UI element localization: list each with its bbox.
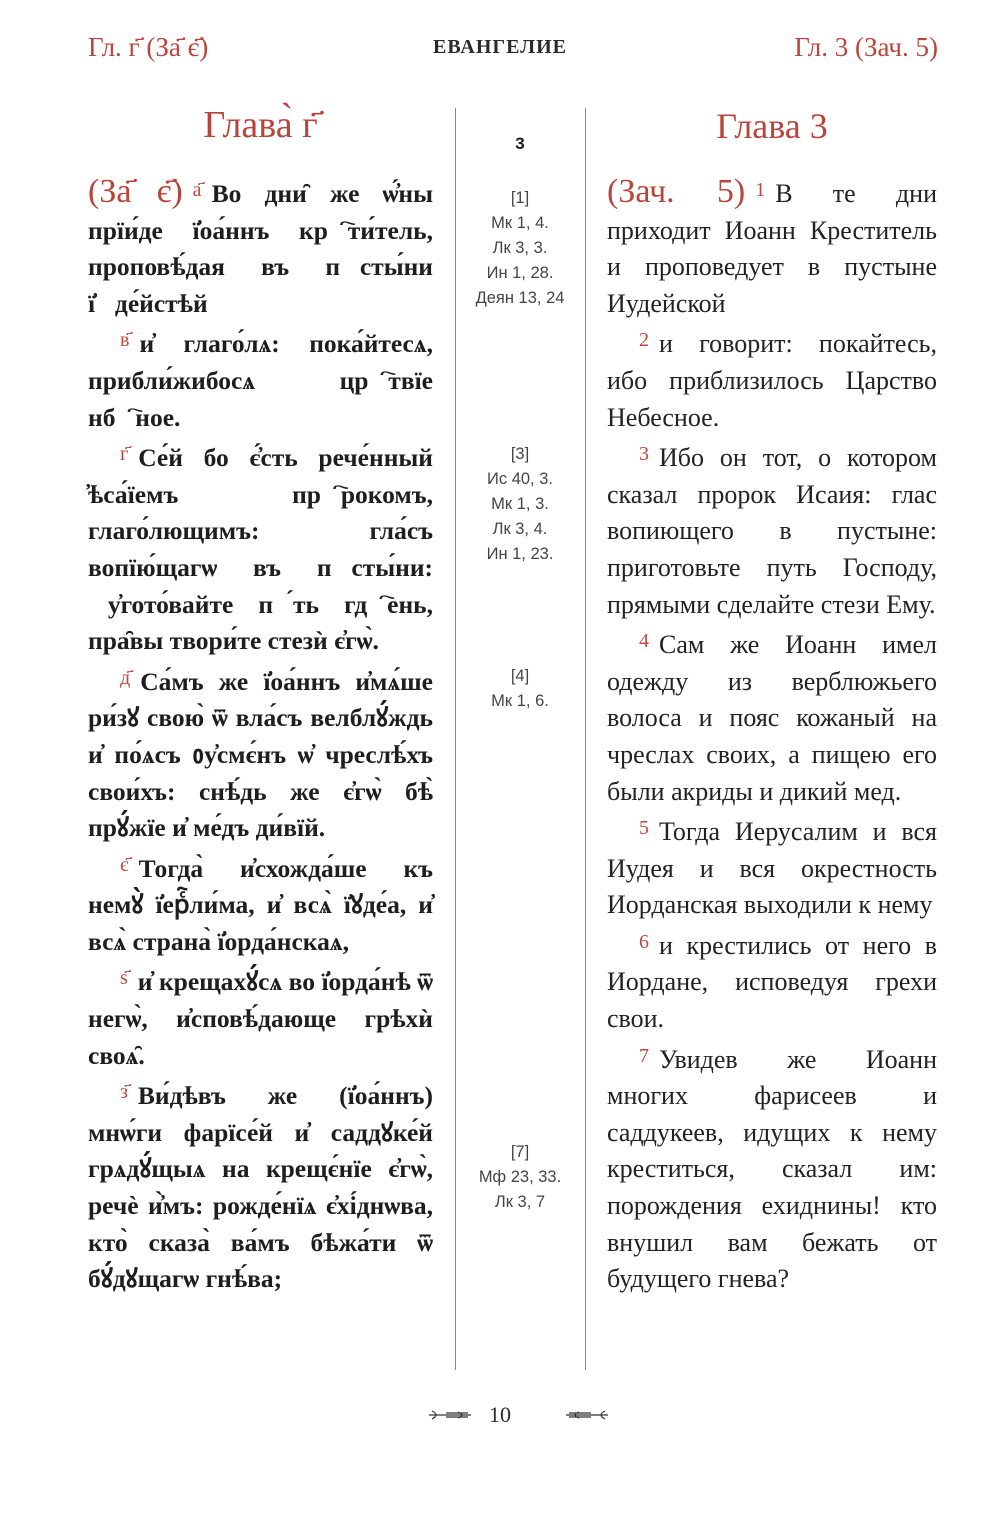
verse-text: Увидев же Иоанн многих фарисеев и саддукеев, идущих к нему креститься, сказал им: порождения ехиднины! кто внушил вам бежать от будущего гнева? [607,1044,937,1294]
verse-text: Ибо он тот, о котором сказал пророк Исаия: глас вопиющего в пустыне: приготовьте путь Господу, прямыми сделайте стези Ему. [607,443,937,619]
ru-verse-6 [607,924,937,1038]
verse-number: є҃ [120,853,129,876]
ref-line: Лк 3, 4. [492,520,548,538]
ref-line: Мк 1, 6. [491,692,549,710]
csl-text [88,172,433,1298]
verse-text: Се́й бо є҆́сть рече́нный ҆ѣса́їемъ прⷪ҇рокомъ, глаго́лющимъ: гла́съ вопїю́щагѡ въ пꙋсты́ни: ᲂу҆гото́вайте пꙋ́ть гдⷭ҇ень, пра̑вы твори́те стезѝ є҆гѡ̀. [88,443,433,656]
column-divider-right [585,108,586,1370]
verse-text: Тогда Иерусалим и вся Иудея и вся окрестность Иорданская выходили к нему [607,817,937,920]
verse-number: 2 [639,329,649,352]
verse-number: 6 [639,930,649,953]
csl-verse-2 [88,322,433,436]
verse-number: д҃ [120,666,131,689]
verse-text: и говорит: покайтесь, ибо приблизилось Царство Небесное. [607,329,937,432]
ru-verse-5 [607,810,937,924]
verse-number: з҃ [120,1081,128,1104]
ref-verse-marker: [4] [510,667,530,685]
csl-verse-6 [88,960,433,1074]
verse-text: Тогда̀ и҆схожда́ше къ немꙋ̀ ї҆ерⷭ҇ли́ма, и҆ всѧ̀ ї҆ꙋде́а, и҆ всѧ̀ страна̀ ї҆орда́нскаѧ, [88,853,433,956]
ru-zachalo-label: (Зач. 5) [607,173,746,210]
verse-number: г҃ [120,443,129,466]
ru-verse-4 [607,623,937,810]
verse-text: Сам же Иоанн имел одежду из верблюжьего волоса и пояс кожаный на чреслах своих, а пищею его были акриды и дикий мед. [607,630,937,806]
verse-text: и крестились от него в Иордане, исповедуя грехи свои. [607,930,937,1034]
running-header [0,30,1000,70]
ref-line: Лк 3, 7 [494,1193,546,1211]
verse-number: 5 [639,817,649,840]
csl-verse-7 [88,1074,433,1298]
ref-line: Ин 1, 23. [486,545,554,563]
verse-text: Са́мъ же ї҆оа́ннъ и҆мѧ́ше ри́зꙋ свою̀ ѿ вла́съ велблꙋ́ждь и҆ по́ѧсъ ᲂу҆смє́нъ ѡ҆ чреслѣ́хъ свои́хъ: снѣ́дь же є҆гѡ̀ бѣ̀ прꙋ́жїе и҆ ме́дъ ди́вїй. [88,666,433,843]
verse-text: В те дни приходит Иоанн Креститель и проповедует в пустыне Иудейской [607,179,937,318]
ref-group-verse-4 [456,664,584,714]
ref-line: Мк 1, 3. [491,495,549,513]
ru-verse-2 [607,322,937,436]
ru-verse-1 [607,172,937,322]
csl-chapter-title: Глава̀ г҃ [203,104,318,146]
verse-number: ѕ҃ [120,967,128,990]
verse-text: Во дни̑ же ѡ҆́ны прїи́де ї҆оа́ннъ крⷭ҇ти́тель, проповѣ́дая въ пꙋсты́ни ї҆ꙋде́йстѣй [88,179,433,318]
verse-text: Ви́дѣвъ же (ї҆оа́ннъ) мнѡ́ги фарїсе́й и҆ саддꙋке́й грѧдꙋ́щыѧ на крещє́нїе є҆гѡ̀, речѐ и҆̀мъ: рожде́нїѧ є҆хі́днѡва, кто̀ сказа̀ ва́мъ бѣжа́ти ѿ бꙋ́дꙋщагѡ гнѣ́ва; [88,1081,433,1294]
verse-number: 4 [639,630,649,653]
verse-number: а҃ [192,179,202,201]
ref-verse-marker: [7] [510,1143,530,1161]
russian-column [607,100,937,1298]
header-book-title: ЕВАНГЕЛИЕ [432,36,568,58]
ref-verse-marker: [1] [510,189,530,207]
ref-verse-marker: [3] [510,445,530,463]
ref-line: Мф 23, 33. [478,1168,562,1186]
ru-verse-7 [607,1038,937,1298]
page-number: 10 [489,1402,511,1427]
ref-line: Ин 1, 28. [486,264,554,282]
ref-group-verse-1 [456,186,584,311]
header-right-chapter: Гл. 3 (Зач. 5) [794,32,938,62]
verse-number: 3 [639,443,649,466]
ru-chapter-title: Глава 3 [716,106,828,146]
csl-verse-5 [88,847,433,961]
ref-group-verse-7 [456,1140,584,1215]
ref-line: Лк 3, 3. [492,239,548,257]
cross-references-column [456,100,584,1211]
ref-line: Деян 13, 24 [475,289,565,307]
ref-group-verse-3 [456,442,584,567]
csl-zachalo-label: (За҃ є҃) [88,173,183,210]
verse-number: в҃ [120,329,130,352]
header-left-chapter: Гл. г҃ (За҃ є҃) [88,32,209,62]
verse-number: 7 [639,1044,649,1067]
verse-text: и҆ крещахꙋ́сѧ во ї҆орда́нѣ ѿ негѡ̀, и҆сповѣ́дающе грѣхѝ своѧ̑. [88,967,433,1070]
csl-verse-4 [88,660,433,847]
church-slavonic-column [88,100,433,1298]
ref-line: Мк 1, 4. [491,214,549,232]
right-ornament-icon [565,1408,609,1422]
ru-verse-3 [607,436,937,623]
verse-number: 1 [755,179,766,201]
csl-verse-1 [88,172,433,322]
page-footer [0,1402,1000,1432]
refs-chapter-number: 3 [515,134,525,153]
verse-text: и҆ глаго́лѧ: пока́йтесѧ, прибли́жибосѧ црⷭ҇твїе нбⷭ҇ное. [88,329,433,432]
ref-line: Ис 40, 3. [487,470,553,488]
ru-text [607,172,937,1298]
csl-verse-3 [88,436,433,660]
